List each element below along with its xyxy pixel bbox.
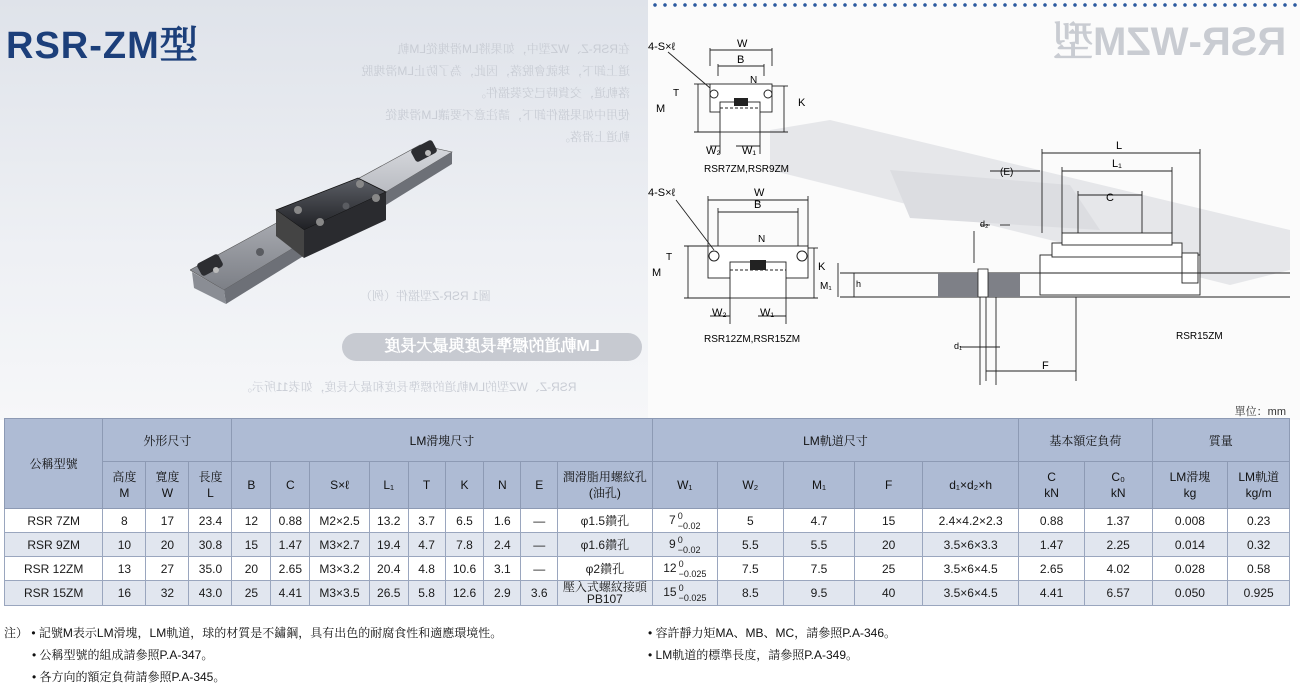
header-mass: 質量: [1152, 419, 1290, 462]
col-E: E: [521, 462, 558, 509]
cell-grease: φ1.6鑽孔: [558, 533, 652, 557]
w1-tolerance: [678, 535, 701, 555]
cell-k: 10.6: [445, 557, 484, 581]
label-L: L: [1116, 140, 1123, 152]
w1-tolerance: [679, 559, 707, 579]
cell-m1: 5.5: [783, 533, 855, 557]
label-W2: W₂: [706, 145, 721, 157]
label-d1: d₁: [954, 341, 963, 351]
cell-k: 6.5: [445, 509, 484, 533]
notes-prefix: 注）: [4, 626, 29, 640]
cell-rail: 0.925: [1228, 581, 1290, 606]
label-W1: W₁: [760, 307, 775, 319]
cell-b: 15: [232, 533, 271, 557]
cell-c: 2.65: [271, 557, 310, 581]
note-line: • 記號M表示LM滑塊，LM軌道，球的材質是不鏽鋼，具有出色的耐腐食性和適應環境性。: [31, 626, 503, 640]
col-T: T: [408, 462, 445, 509]
cell-rail: 0.23: [1228, 509, 1290, 533]
label-B: B: [754, 199, 762, 211]
cell-c_load: 1.47: [1019, 533, 1085, 557]
cell-t: 3.7: [408, 509, 445, 533]
cell-n: 3.1: [484, 557, 521, 581]
caption-side: RSR15ZM: [1176, 331, 1223, 342]
tol-upper: 0: [677, 534, 683, 545]
label-B: B: [737, 54, 745, 66]
cell-c_load: 0.88: [1019, 509, 1085, 533]
label-M: M: [656, 103, 666, 115]
bleed-line: 軌道上滑落。: [557, 130, 630, 144]
col-M1: M₁: [783, 462, 855, 509]
cell-grease: φ2鑽孔: [558, 557, 652, 581]
col-C0-kN: C₀ kN: [1084, 462, 1152, 509]
cell-l1: 20.4: [369, 557, 408, 581]
cell-e: —: [521, 509, 558, 533]
tol-lower: −0.02: [677, 544, 701, 555]
label-E: (E): [1000, 167, 1014, 178]
cell-l1: 13.2: [369, 509, 408, 533]
cell-d: 3.5×6×4.5: [922, 557, 1018, 581]
col-W: 寬度 W: [146, 462, 189, 509]
cell-model: RSR 7ZM: [5, 509, 103, 533]
w1-tolerance: [679, 583, 707, 603]
w1-value: 7: [669, 512, 676, 527]
table-row: [5, 581, 1290, 606]
note-line: • 公稱型號的組成請參照P.A-347。: [32, 648, 214, 662]
notes-left: [4, 622, 502, 688]
bleed-through-fig-caption: 圖1 RSR-Z型擋件（例）: [360, 289, 491, 303]
col-block-kg: LM滑塊 kg: [1152, 462, 1228, 509]
cell-w1: [652, 533, 718, 557]
cell-rail: 0.32: [1228, 533, 1290, 557]
label-N: N: [750, 75, 758, 86]
label-L1: L₁: [1112, 158, 1122, 170]
cell-sl: M3×3.5: [310, 581, 369, 606]
cell-c0: 1.37: [1084, 509, 1152, 533]
w1-value: 12: [663, 560, 677, 575]
bleed-through-subtext: RSR-Z、WZ型的LM軌道的標準長度和最大長度，如表11所示。: [240, 380, 577, 394]
cell-sl: M2×2.5: [310, 509, 369, 533]
cell-f: 20: [855, 533, 923, 557]
cell-f: 15: [855, 509, 923, 533]
label-N: N: [758, 234, 766, 245]
bleed-line: 道上卸下，球就會脫落，因此，為了防止LM滑塊脫: [361, 64, 630, 78]
cell-w: 20: [146, 533, 189, 557]
cell-n: 2.9: [484, 581, 521, 606]
cell-t: 4.8: [408, 557, 445, 581]
label-W: W: [754, 187, 765, 199]
diagram-side-view: [820, 135, 1290, 385]
col-M: 高度 M: [103, 462, 146, 509]
diagram-large-block: [648, 182, 848, 352]
cell-l1: 26.5: [369, 581, 408, 606]
col-W1: W₁: [652, 462, 718, 509]
col-F: F: [855, 462, 923, 509]
cell-m: 16: [103, 581, 146, 606]
header-outer: 外形尺寸: [103, 419, 232, 462]
cell-c: 0.88: [271, 509, 310, 533]
col-rail-kgm: LM軌道 kg/m: [1228, 462, 1290, 509]
header-model: 公稱型號: [5, 419, 103, 509]
col-L1: L₁: [369, 462, 408, 509]
cell-c0: 2.25: [1084, 533, 1152, 557]
cell-d: 3.5×6×4.5: [922, 581, 1018, 606]
label-T: T: [666, 252, 673, 263]
cell-w: 32: [146, 581, 189, 606]
cell-w2: 5.5: [718, 533, 784, 557]
tol-upper: 0: [677, 510, 683, 521]
spec-table: [4, 418, 1290, 606]
bleed-line: 在RSR-Z、WZ型中，如果將LM滑塊從LM軌: [397, 42, 630, 56]
header-rail: LM軌道尺寸: [652, 419, 1019, 462]
label-d2: d₂: [980, 219, 989, 229]
dotted-border: [650, 2, 1298, 8]
caption-large: RSR12ZM,RSR15ZM: [704, 334, 801, 345]
cell-n: 1.6: [484, 509, 521, 533]
tol-upper: 0: [678, 583, 684, 593]
label-hole: 4-S×ℓ: [648, 41, 676, 53]
bleed-line: 落軌道，交貨時已安裝擋件。: [473, 86, 630, 100]
cell-c0: 6.57: [1084, 581, 1152, 606]
cell-c0: 4.02: [1084, 557, 1152, 581]
tol-lower: −0.02: [677, 520, 701, 531]
cell-m1: 4.7: [783, 509, 855, 533]
cell-sl: M3×2.7: [310, 533, 369, 557]
cell-w: 27: [146, 557, 189, 581]
label-W2: W₂: [712, 307, 727, 319]
label-M1: M₁: [820, 281, 832, 292]
header-block: LM滑塊尺寸: [232, 419, 652, 462]
tol-lower: −0.025: [678, 568, 707, 579]
col-Sl: S×ℓ: [310, 462, 369, 509]
cell-rail: 0.58: [1228, 557, 1290, 581]
label-hole: 4-S×ℓ: [648, 187, 676, 199]
col-N: N: [484, 462, 521, 509]
col-K: K: [445, 462, 484, 509]
tol-upper: 0: [678, 558, 684, 569]
cell-d: 2.4×4.2×2.3: [922, 509, 1018, 533]
cell-d: 3.5×6×3.3: [922, 533, 1018, 557]
cell-block: 0.014: [1152, 533, 1228, 557]
cell-l: 30.8: [189, 533, 232, 557]
diagram-small-block: [648, 36, 848, 178]
caption-small: RSR7ZM,RSR9ZM: [704, 164, 790, 175]
page-title: RSR-ZM型: [6, 25, 199, 67]
cell-m1: 7.5: [783, 557, 855, 581]
notes-right: [648, 622, 896, 666]
cell-grease: φ1.5鑽孔: [558, 509, 652, 533]
cell-w2: 7.5: [718, 557, 784, 581]
cell-c: 1.47: [271, 533, 310, 557]
label-C: C: [1106, 192, 1114, 204]
note-line: • 各方向的額定負荷請參照P.A-345。: [32, 670, 226, 684]
col-C: C: [271, 462, 310, 509]
note-line: • LM軌道的標準長度，請參照P.A-349。: [648, 648, 859, 662]
unit-label: 單位：mm: [1234, 406, 1286, 418]
col-W2: W₂: [718, 462, 784, 509]
cell-f: 40: [855, 581, 923, 606]
cell-k: 7.8: [445, 533, 484, 557]
cell-l1: 19.4: [369, 533, 408, 557]
cell-k: 12.6: [445, 581, 484, 606]
cell-w1: [652, 581, 718, 606]
col-L: 長度 L: [189, 462, 232, 509]
cell-w2: 8.5: [718, 581, 784, 606]
cell-l: 35.0: [189, 557, 232, 581]
cell-block: 0.050: [1152, 581, 1228, 606]
cell-c_load: 4.41: [1019, 581, 1085, 606]
label-T: T: [673, 88, 680, 99]
label-K: K: [798, 97, 806, 109]
cell-c: 4.41: [271, 581, 310, 606]
cell-t: 4.7: [408, 533, 445, 557]
cell-w2: 5: [718, 509, 784, 533]
cell-model: RSR 9ZM: [5, 533, 103, 557]
label-M: M: [652, 267, 662, 279]
col-grease: 潤滑脂用螺紋孔 (油孔): [558, 462, 652, 509]
cell-e: 3.6: [521, 581, 558, 606]
cell-m: 10: [103, 533, 146, 557]
cell-m1: 9.5: [783, 581, 855, 606]
col-C-kN: C kN: [1019, 462, 1085, 509]
cell-e: —: [521, 557, 558, 581]
col-d: d₁×d₂×h: [922, 462, 1018, 509]
label-K: K: [818, 261, 826, 273]
w1-tolerance: [678, 511, 701, 531]
cell-block: 0.028: [1152, 557, 1228, 581]
cell-f: 25: [855, 557, 923, 581]
col-B: B: [232, 462, 271, 509]
label-W: W: [737, 38, 748, 50]
cell-b: 20: [232, 557, 271, 581]
table-row: [5, 533, 1290, 557]
w1-value: 9: [669, 536, 676, 551]
label-h: h: [856, 279, 862, 289]
bleed-through-banner: LM軌道的標準長度與最大長度: [342, 333, 642, 361]
w1-value: 15: [663, 585, 677, 600]
cell-model: RSR 15ZM: [5, 581, 103, 606]
cell-t: 5.8: [408, 581, 445, 606]
cell-e: —: [521, 533, 558, 557]
table-row: [5, 557, 1290, 581]
cell-sl: M3×3.2: [310, 557, 369, 581]
table-row: [5, 509, 1290, 533]
header-load: 基本額定負荷: [1019, 419, 1152, 462]
product-photo: [190, 140, 470, 310]
cell-block: 0.008: [1152, 509, 1228, 533]
cell-model: RSR 12ZM: [5, 557, 103, 581]
cell-b: 12: [232, 509, 271, 533]
label-W1: W₁: [742, 145, 757, 157]
cell-m: 8: [103, 509, 146, 533]
bleed-line: 使用中如果擋件卸下，請注意不要讓LM滑塊從: [385, 108, 630, 122]
cell-b: 25: [232, 581, 271, 606]
cell-w: 17: [146, 509, 189, 533]
cell-w1: [652, 557, 718, 581]
cell-w1: [652, 509, 718, 533]
cell-m: 13: [103, 557, 146, 581]
cell-l: 43.0: [189, 581, 232, 606]
bleed-through-paragraph: [330, 38, 630, 148]
bleed-through-title: RSR-WZM型: [1052, 20, 1286, 64]
cell-l: 23.4: [189, 509, 232, 533]
cell-grease: 壓入式螺紋接頭 PB107: [558, 581, 652, 606]
cell-n: 2.4: [484, 533, 521, 557]
label-F: F: [1042, 360, 1049, 372]
tol-lower: −0.025: [678, 593, 707, 603]
cell-c_load: 2.65: [1019, 557, 1085, 581]
note-line: • 容許靜力矩MA、MB、MC，請參照P.A-346。: [648, 626, 897, 640]
